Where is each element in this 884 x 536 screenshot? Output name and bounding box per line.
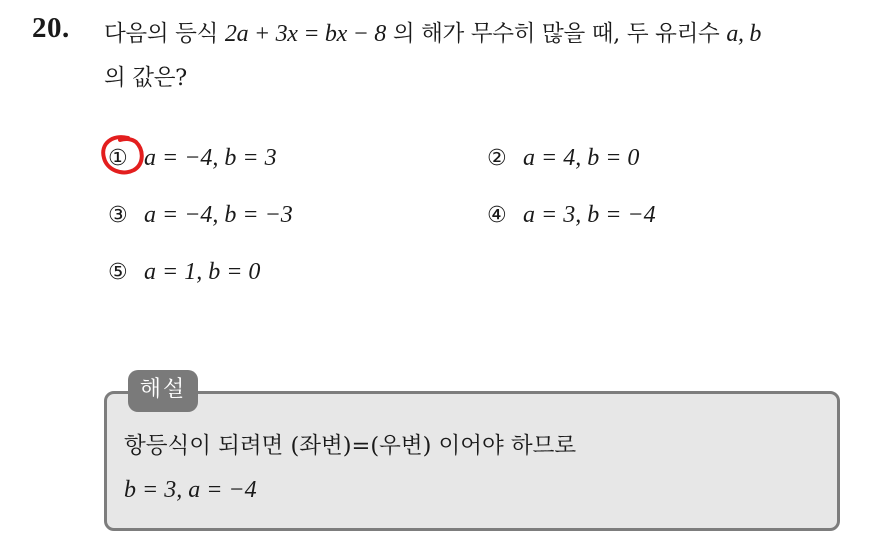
question-text [104,12,874,100]
choice-1-mark: ① [108,146,128,171]
choice-5-mark: ⑤ [108,260,128,285]
choice-2-mark: ② [487,146,507,171]
choice-4-expr: a = 3, b = −4 [523,202,656,228]
choice-5[interactable] [108,256,260,289]
solution-tag: 해설 [128,370,198,412]
question-number: 20. [32,12,70,44]
question-text-line2: 의 값은? [104,65,187,91]
choice-3-expr: a = −4, b = −3 [144,202,293,228]
question-equation: 2a + 3x = bx − 8 [224,21,386,47]
choice-2-expr: a = 4, b = 0 [523,145,640,171]
solution-line-2: b = 3, a = −4 [124,477,257,503]
choice-4[interactable] [487,199,656,232]
choice-2[interactable] [487,142,639,175]
choice-3[interactable] [108,199,293,232]
choice-1[interactable] [108,142,277,175]
question-vars: a, b [726,21,762,47]
solution-text [124,424,576,512]
solution-line-1: 항등식이 되려면 (좌변)=(우변) 이어야 하므로 [124,433,577,459]
choice-3-mark: ③ [108,203,128,228]
choice-1-expr: a = −4, b = 3 [144,145,277,171]
question-text-before: 다음의 등식 [104,21,225,47]
choice-4-mark: ④ [487,203,507,228]
question-text-after: 의 해가 무수히 많을 때, 두 유리수 [385,21,727,47]
choice-5-expr: a = 1, b = 0 [144,259,261,285]
